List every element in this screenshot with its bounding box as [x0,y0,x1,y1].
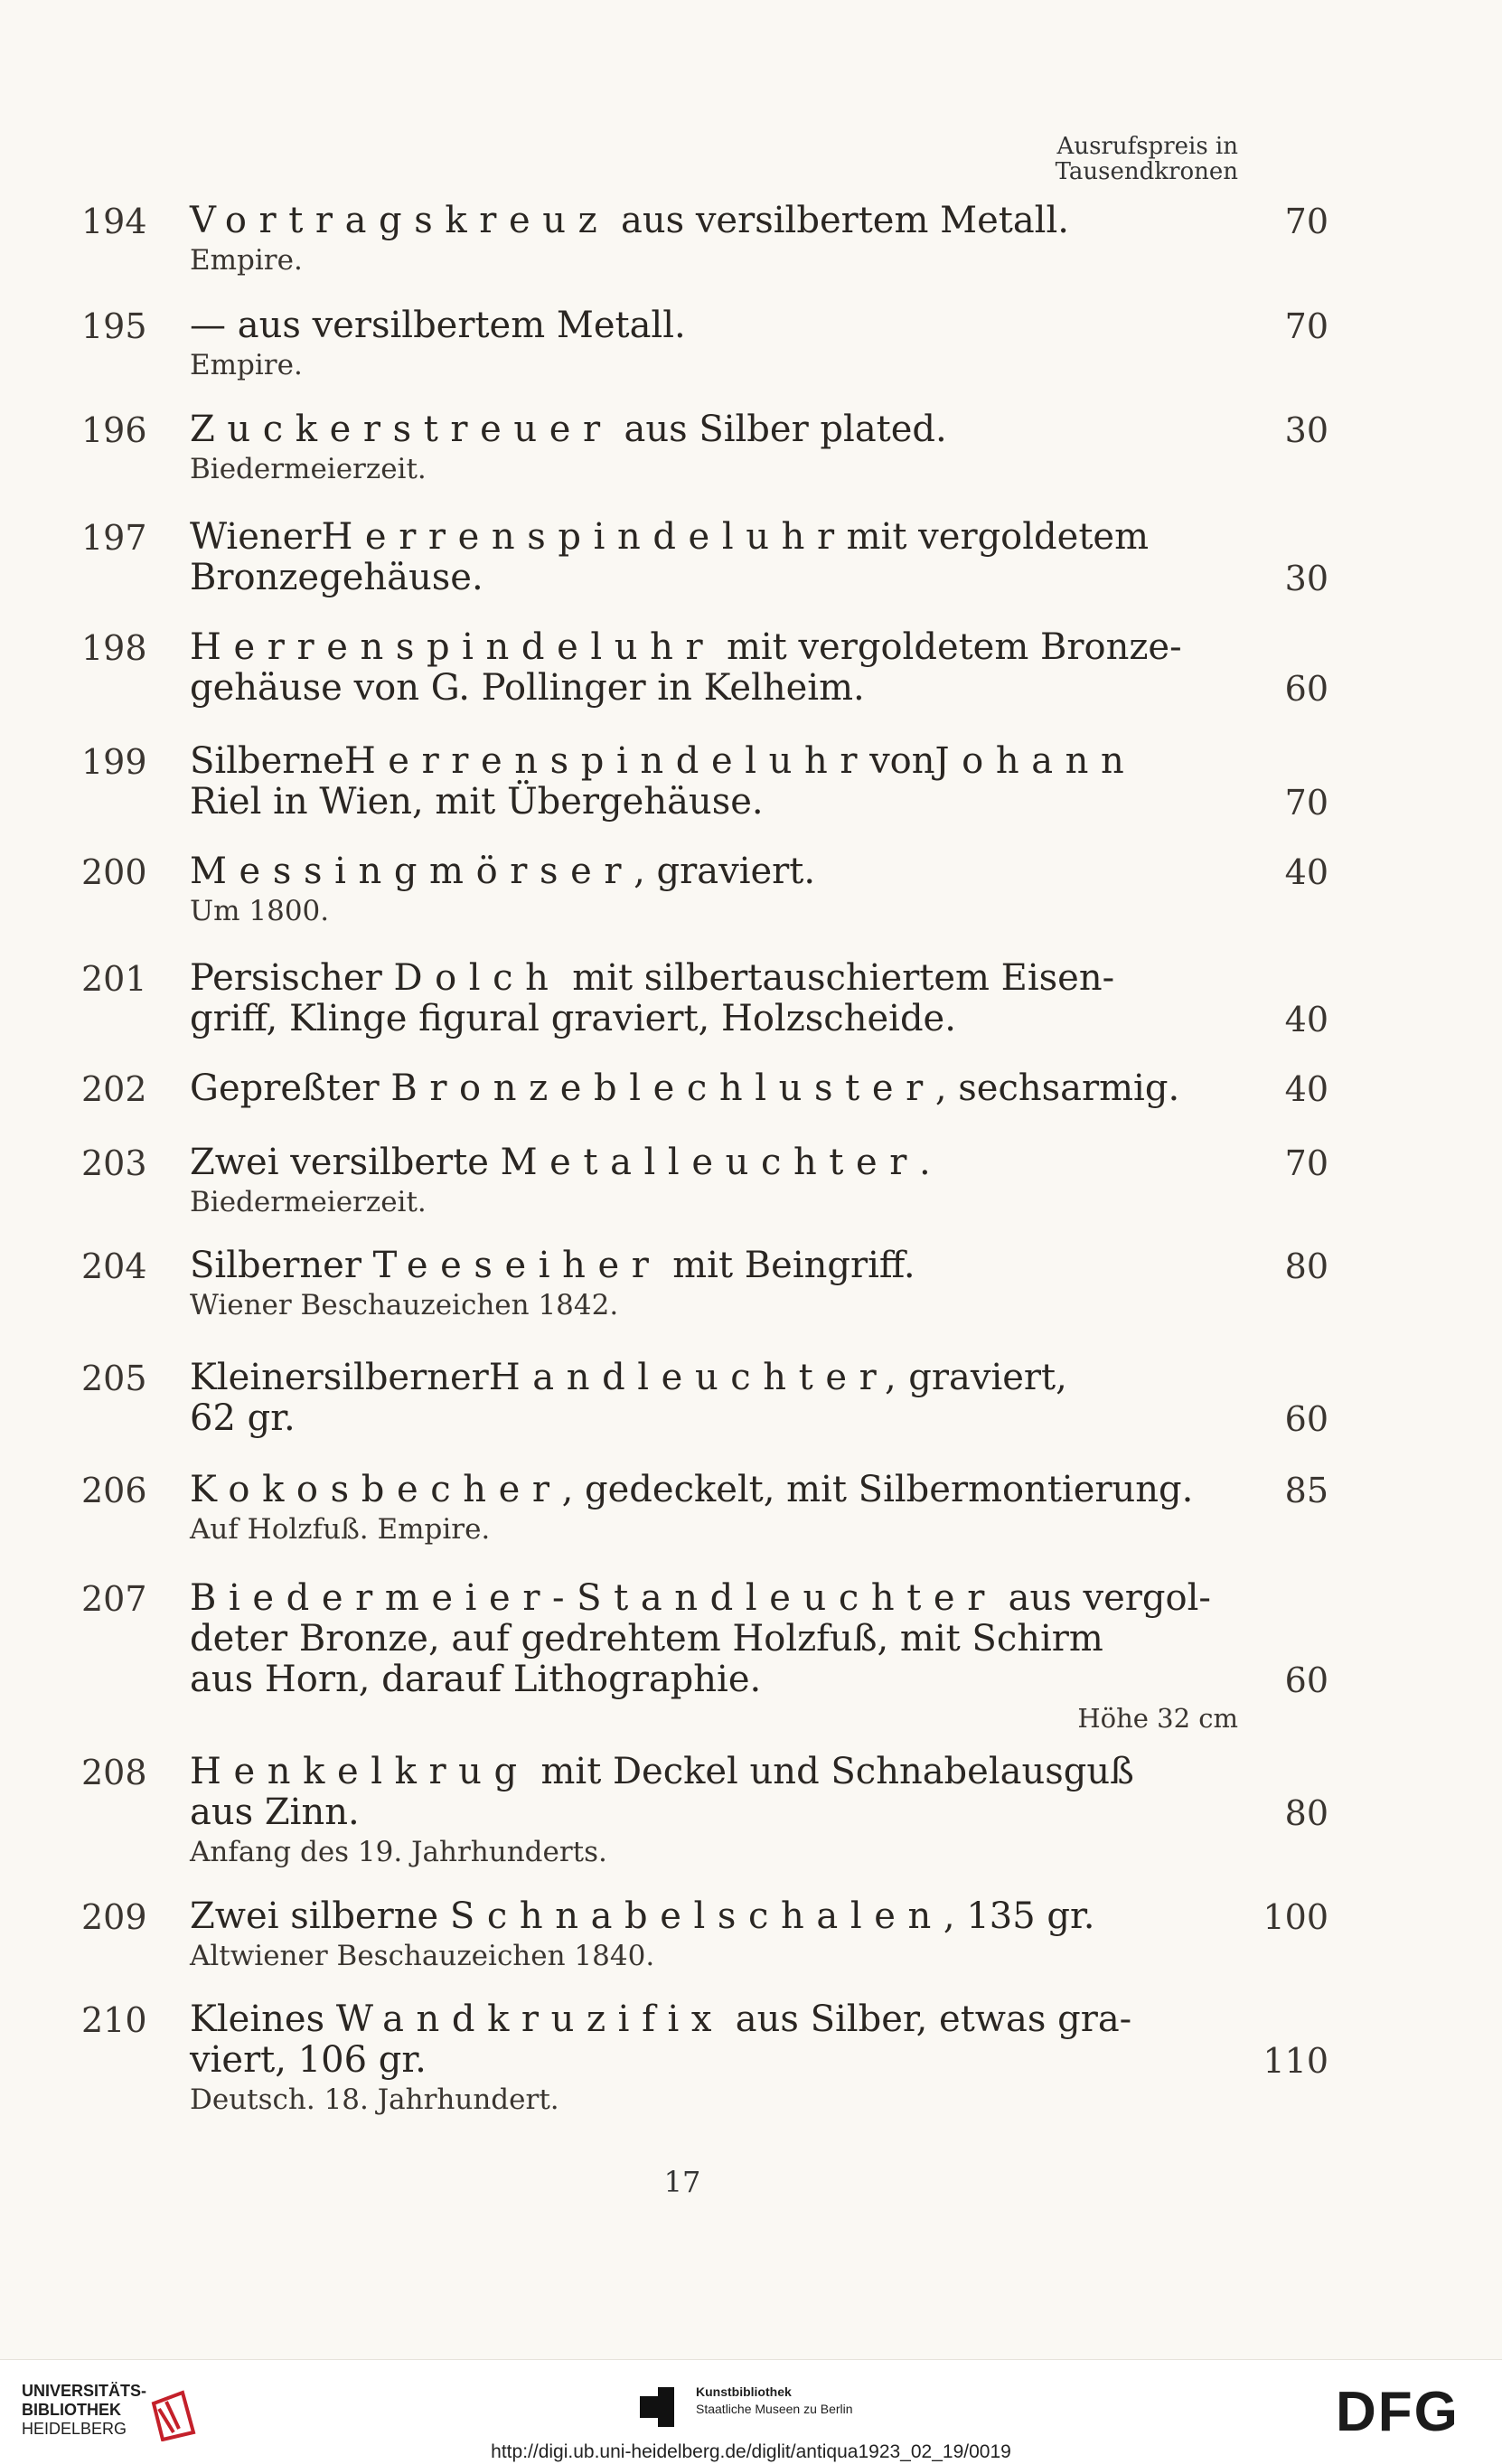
entry-description [190,1999,1166,2119]
entry-price: 30 [1284,410,1328,450]
item-title: Schnabelschalen [449,1895,943,1937]
item-text: , gedeckelt, mit Silbermontierung. [561,1469,1194,1510]
item-text-line-3: aus Horn, darauf Lithographie. [190,1659,762,1700]
entry-description [190,517,1166,598]
entry-price: 70 [1284,783,1328,823]
item-text: aus Silber plated. [612,409,947,450]
item-text-line-2: deter Bronze, auf gedrehtem Holzfuß, mit Schirm [190,1618,1103,1660]
entry-description [190,1246,1166,1324]
entry-description [190,409,1166,488]
kunstbibliothek-logo-icon [640,2387,683,2427]
item-text: . [918,1142,931,1183]
entry-price: 40 [1284,1069,1328,1109]
entry-number: 197 [81,518,147,558]
entry-number: 201 [81,959,147,999]
entry-number: 209 [81,1897,147,1937]
item-title: Herrenspindeluhr [190,626,716,668]
item-title: Herrenspindeluhr [343,740,870,782]
item-text: aus Silber, etwas gra- [724,1998,1132,2040]
item-text-line-2: Riel in Wien, mit Übergehäuse. [190,781,764,823]
ub-logo-icon [146,2385,201,2441]
item-title: Bronzeblechluster [390,1067,935,1109]
entry-price: 60 [1284,1399,1328,1439]
item-title: Wandkruzifix [335,1998,725,2040]
entry-price: 40 [1284,1000,1328,1039]
entry-number: 204 [81,1246,147,1286]
entry-price: 100 [1263,1897,1328,1937]
entry-description [190,1469,1194,1548]
item-text: graviert, [908,1357,1067,1398]
item-title: Henkelkrug [190,1751,530,1792]
item-title: Kokosbecher [190,1469,562,1510]
entry-number: 205 [81,1359,147,1398]
item-text: Kleiner [190,1357,324,1398]
item-text: — aus versilbertem Metall. [190,305,686,346]
entry-price: 40 [1284,852,1328,892]
entry-price: 110 [1263,2041,1328,2081]
entry-number: 206 [81,1471,147,1510]
item-title: Zuckerstreuer [190,409,613,450]
item-note: Biedermeierzeit. [190,453,427,485]
item-note: Empire. [190,244,303,277]
item-title: Teeseiher [372,1245,662,1286]
page-number: 17 [663,2165,701,2199]
entry-number: 208 [81,1753,147,1792]
ub-heidelberg-logo[interactable]: UNIVERSITÄTS- BIBLIOTHEK HEIDELBERG [22,2382,147,2438]
item-title: Dolch [393,957,561,999]
item-text: mit Deckel und Schnabelausguß [529,1751,1134,1792]
entry-number: 207 [81,1579,147,1619]
item-text-line-2: gehäuse von G. Pollinger in Kelheim. [190,667,865,709]
entry-price: 85 [1284,1471,1328,1510]
dfg-logo[interactable]: DFG [1336,2381,1460,2443]
item-text: Zwei versilberte [190,1142,501,1183]
entry-number: 203 [81,1143,147,1183]
price-header-line-2: Tausendkronen [1055,158,1238,185]
item-text: mit silbertauschiertem Eisen- [560,957,1115,999]
item-text-line-2: griff, Klinge figural graviert, Holzscheide. [190,998,956,1039]
item-text: mit vergoldetem Bronze- [715,626,1182,668]
entry-price: 70 [1284,202,1328,241]
item-text: Persischer [190,957,394,999]
entry-description [190,1143,1166,1221]
item-text: aus vergol- [996,1577,1211,1619]
entry-number: 198 [81,628,147,668]
item-note: Auf Holzfuß. Empire. [190,1513,491,1546]
entry-price: 80 [1284,1246,1328,1286]
entry-description [190,201,1166,279]
item-note: Biedermeierzeit. [190,1186,427,1218]
item-text: mit vergoldetem [846,516,1150,558]
item-text: Gepreßter [190,1067,391,1109]
entry-number: 195 [81,306,147,346]
entry-price: 80 [1284,1793,1328,1833]
price-column-header [1039,134,1238,184]
item-title: Handleuchter, [488,1357,909,1398]
item-text: mit Beingriff. [661,1245,915,1286]
entry-number: 199 [81,742,147,782]
item-text: Silberner [190,1245,373,1286]
entry-price: 70 [1284,1143,1328,1183]
item-text: , 135 gr. [943,1895,1095,1937]
item-text: Silberne [190,740,344,782]
entry-description [190,1577,1238,1736]
item-note: Empire. [190,349,303,381]
item-dimension: Höhe 32 cm [1077,1703,1238,1734]
entry-description [190,958,1166,1039]
item-text-line-2: 62 gr. [190,1397,296,1439]
item-text: Johann [934,740,1137,782]
entry-number: 196 [81,410,147,450]
entry-number: 202 [81,1069,147,1109]
entry-description [190,1752,1166,1871]
entry-number: 210 [81,2000,147,2040]
entry-description [190,1896,1166,1975]
item-title: Metalleuchter [500,1142,919,1183]
item-title: Herrenspindeluhr [321,516,847,558]
item-title: Biedermeier-Standleuchter [190,1577,997,1619]
item-note: Anfang des 19. Jahrhunderts. [190,1836,607,1868]
entry-price: 70 [1284,306,1328,346]
item-text-line-2: Bronzegehäuse. [190,557,483,598]
item-text: Zwei silberne [190,1895,450,1937]
item-note: Deutsch. 18. Jahrhundert. [190,2083,559,2116]
item-text: aus versilbertem Metall. [609,200,1069,241]
item-text: silberner [323,1357,489,1398]
entry-price: 60 [1284,1660,1328,1700]
permalink-url[interactable]: http://digi.ub.uni-heidelberg.de/diglit/antiqua1923_02_19/0019 [491,2441,1011,2462]
item-text: , graviert. [634,851,816,892]
entry-description [190,626,1182,709]
item-text-line-2: viert, 106 gr. [190,2039,427,2081]
entry-description [190,1067,1180,1109]
entry-price: 30 [1284,559,1328,598]
item-note: Altwiener Beschauzeichen 1840. [190,1940,655,1972]
entry-number: 194 [81,202,147,241]
item-text: von [869,740,935,782]
item-text-line-2: aus Zinn. [190,1792,360,1833]
entry-description [190,741,1166,823]
digitization-footer [0,2359,1502,2464]
entry-description [190,851,1166,930]
item-note: Um 1800. [190,895,330,927]
entry-description [190,306,1166,384]
entry-description [190,1358,1166,1439]
entry-number: 200 [81,852,147,892]
item-note: Wiener Beschauzeichen 1842. [190,1289,619,1321]
item-text: Wiener [190,516,322,558]
item-title: Vortragskreuz [190,200,610,241]
item-text: , sechsarmig. [934,1067,1180,1109]
item-title: Messingmörser [190,851,634,892]
kunstbibliothek-logo[interactable]: Kunstbibliothek Staatliche Museen zu Berlin [696,2384,853,2416]
item-text: Kleines [190,1998,336,2040]
entry-price: 60 [1284,669,1328,709]
price-header-line-1: Ausrufspreis in [1056,133,1238,160]
